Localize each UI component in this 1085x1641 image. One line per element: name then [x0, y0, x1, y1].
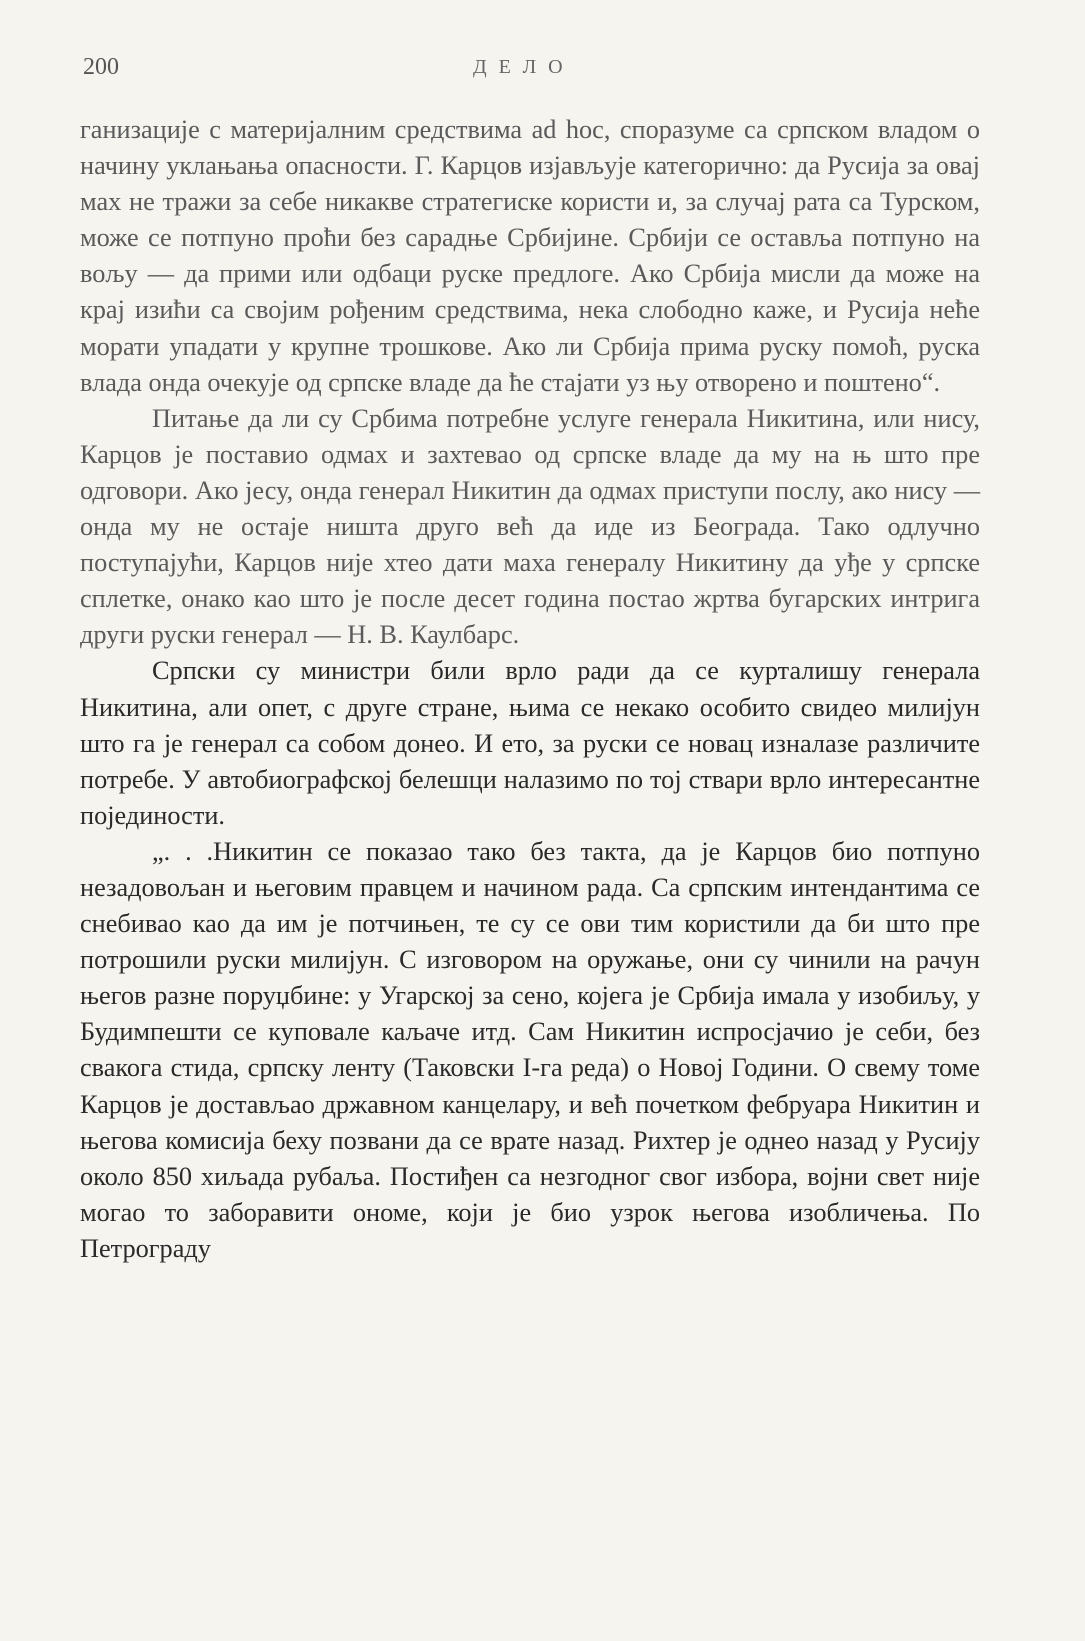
running-title: ДЕЛО — [473, 56, 575, 78]
paragraph-serbian-ministers: Српски су министри били врло ради да се курталишу генерала Никитина, али опет, с друге стране, њима се некако особито свидео милијун што га је генерал са собом донео. И ето, за руски се новац изналазе различите потребе. У автобиографској белешци налазимо по тој ствари врло интересантне појединости. — [80, 656, 980, 830]
paragraph-continuation: ганизације с материјалним средствима ad hoc, споразуме са српском владом о начину уклањања опасности. Г. Карцов изјављује категорично: да Русија за овај мах не тражи за себе никакве стратегиске користи и, за случај рата са Турском, може се потпуно проћи без сарадње Србијине. Србији се оставља потпуно на вољу — да прими или одбаци руске предлоге. Ако Србија мисли да може на крај изићи са својим рођеним средствима, нека слободно каже, и Русија неће морати упадати у крупне трошкове. Ако ли Србија прима руску помоћ, руска влада онда очекује од српске владе да ће стајати уз њу отворено и поштено“. — [80, 115, 980, 397]
page-header — [83, 48, 983, 88]
paragraph-quotation: „. . .Никитин се показао тако без такта, да је Карцов био потпуно незадовољан и његовим правцем и начином рада. Са српским интендантима се снебивао као да им је потчињен, те су се ови тим користили да би што пре потрошили руски милијун. С изговором на оружање, они су чинили на рачун његов разне поруџбине: у Угарској за сено, којега је Србија имала у изобиљу, у Будимпешти се куповале каљаче итд. Сам Никитин испросјачио је себи, без свакога стида, српску ленту (Таковски I-га реда) о Новој Години. О свему томе Карцов је достављао државном канцелару, и већ почетком фебруара Никитин и његова комисија беху позвани да се врате назад. Рихтер је однео назад у Русију около 850 хиљада рубаља. Постиђен са незгодног свог избора, војни свет није могао то заборавити ономе, који је био узрок његова изобличења. По Петрограду — [80, 836, 980, 1263]
body-text — [80, 112, 980, 1267]
paragraph-nikitin-question: Питање да ли су Србима потребне услуге генерала Никитина, или нису, Карцов је поставио одмах и захтевао од српске владе да му на њ што пре одговори. Ако јесу, онда генерал Никитин да одмах приступи послу, ако нису — онда му не остаје ништа друго већ да иде из Београда. Тако одлучно поступајући, Карцов није хтео дати маха генералу Никитину да уђе у српске сплетке, онако као што је после десет година постао жртва бугарских интрига други руски генерал — Н. В. Каулбарс. — [80, 403, 980, 650]
page-number: 200 — [83, 54, 119, 80]
